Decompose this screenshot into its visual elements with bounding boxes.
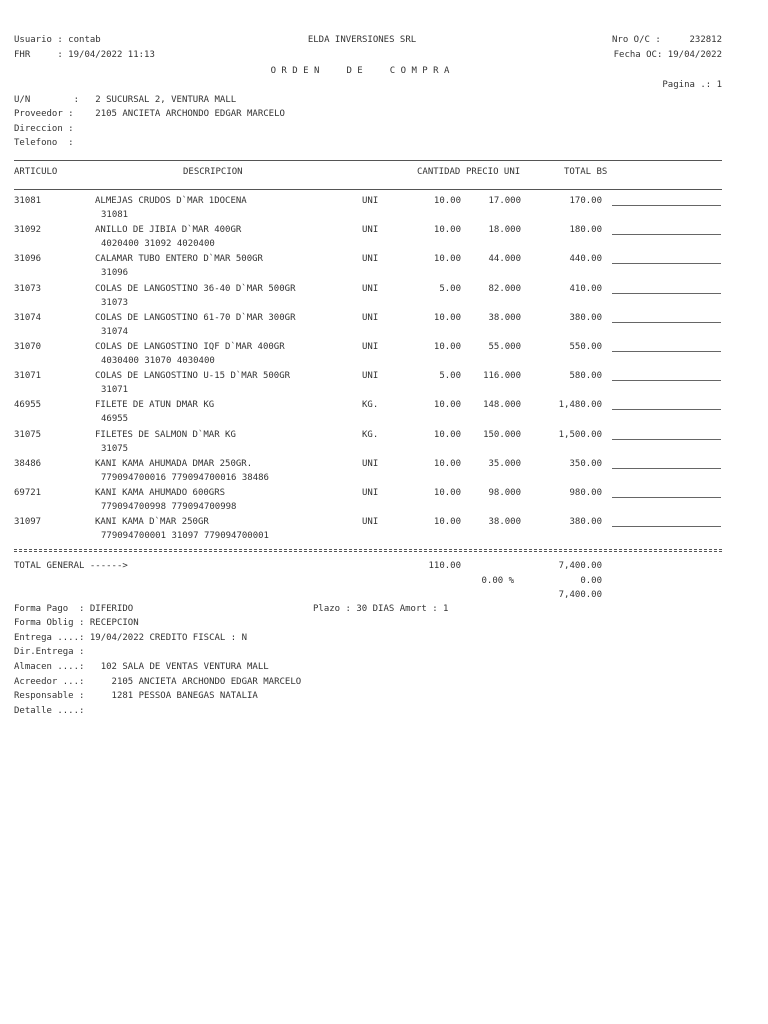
row-total: 580.00 bbox=[569, 371, 602, 381]
row-quantity: 10.00 bbox=[433, 313, 461, 323]
company-name: ELDA INVERSIONES SRL bbox=[307, 35, 417, 45]
discount-percent: 0.00 % bbox=[481, 576, 514, 586]
row-unit: UNI bbox=[362, 371, 379, 381]
almacen: Almacen ....: 102 SALA DE VENTAS VENTURA MALL bbox=[14, 662, 269, 672]
row-codes: 779094700001 31097 779094700001 bbox=[101, 531, 269, 541]
row-quantity: 10.00 bbox=[433, 459, 461, 469]
row-quantity: 10.00 bbox=[433, 225, 461, 235]
row-total: 350.00 bbox=[569, 459, 602, 469]
row-price: 55.000 bbox=[488, 342, 521, 352]
row-articulo: 31092 bbox=[14, 225, 42, 235]
row-price: 98.000 bbox=[488, 488, 521, 498]
row-price: 18.000 bbox=[488, 225, 521, 235]
row-total: 1,500.00 bbox=[558, 430, 602, 440]
row-quantity: 10.00 bbox=[433, 342, 461, 352]
un-field: U/N : 2 SUCURSAL 2, VENTURA MALL bbox=[14, 95, 237, 105]
row-articulo: 31081 bbox=[14, 196, 42, 206]
row-unit: UNI bbox=[362, 517, 379, 527]
row-codes: 46955 bbox=[101, 414, 129, 424]
col-descripcion: DESCRIPCION bbox=[183, 167, 243, 177]
row-descripcion: ANILLO DE JIBIA D`MAR 400GR bbox=[95, 225, 242, 235]
row-signature-line bbox=[612, 351, 721, 352]
row-total: 170.00 bbox=[569, 196, 602, 206]
row-codes: 31081 bbox=[101, 210, 129, 220]
nro-oc-value: 232812 bbox=[689, 35, 722, 45]
row-total: 180.00 bbox=[569, 225, 602, 235]
direccion-field: Direccion : bbox=[14, 124, 74, 134]
totals-rule bbox=[14, 549, 722, 550]
fhr-text: FHR : 19/04/2022 11:13 bbox=[14, 50, 155, 60]
row-signature-line bbox=[612, 322, 721, 323]
header-top-rule bbox=[14, 160, 722, 161]
row-codes: 31096 bbox=[101, 268, 129, 278]
row-codes: 31074 bbox=[101, 327, 129, 337]
row-codes: 4030400 31070 4030400 bbox=[101, 356, 215, 366]
row-articulo: 69721 bbox=[14, 488, 42, 498]
row-signature-line bbox=[612, 409, 721, 410]
row-descripcion: COLAS DE LANGOSTINO IQF D`MAR 400GR bbox=[95, 342, 285, 352]
proveedor-field: Proveedor : 2105 ANCIETA ARCHONDO EDGAR MARCELO bbox=[14, 109, 285, 119]
row-descripcion: FILETES DE SALMON D`MAR KG bbox=[95, 430, 236, 440]
row-quantity: 10.00 bbox=[433, 400, 461, 410]
row-codes: 31073 bbox=[101, 298, 129, 308]
row-descripcion: KANI KAMA AHUMADA DMAR 250GR. bbox=[95, 459, 253, 469]
row-quantity: 5.00 bbox=[439, 284, 461, 294]
detalle: Detalle ....: bbox=[14, 706, 85, 716]
header-bottom-rule bbox=[14, 189, 722, 190]
row-codes: 4020400 31092 4020400 bbox=[101, 239, 215, 249]
row-unit: UNI bbox=[362, 254, 379, 264]
row-price: 44.000 bbox=[488, 254, 521, 264]
row-articulo: 31096 bbox=[14, 254, 42, 264]
col-precio: PRECIO UNI bbox=[466, 167, 521, 177]
row-price: 35.000 bbox=[488, 459, 521, 469]
totals-rule-2 bbox=[14, 551, 722, 552]
dir-entrega: Dir.Entrega : bbox=[14, 647, 85, 657]
total-general-label: TOTAL GENERAL ------> bbox=[14, 561, 128, 571]
row-unit: UNI bbox=[362, 196, 379, 206]
row-codes: 31071 bbox=[101, 385, 129, 395]
row-total: 440.00 bbox=[569, 254, 602, 264]
forma-oblig: Forma Oblig : RECEPCION bbox=[14, 618, 139, 628]
row-articulo: 31097 bbox=[14, 517, 42, 527]
row-descripcion: COLAS DE LANGOSTINO U-15 D`MAR 500GR bbox=[95, 371, 291, 381]
row-articulo: 46955 bbox=[14, 400, 42, 410]
acreedor: Acreedor ...: 2105 ANCIETA ARCHONDO EDGAR MARCELO bbox=[14, 677, 302, 687]
row-quantity: 10.00 bbox=[433, 196, 461, 206]
col-total: TOTAL BS bbox=[564, 167, 608, 177]
document-title: O R D E N D E C O M P R A bbox=[270, 66, 450, 76]
discount-amount: 0.00 bbox=[580, 576, 602, 586]
row-descripcion: KANI KAMA D`MAR 250GR bbox=[95, 517, 209, 527]
row-signature-line bbox=[612, 234, 721, 235]
row-unit: KG. bbox=[362, 400, 379, 410]
row-signature-line bbox=[612, 497, 721, 498]
row-signature-line bbox=[612, 380, 721, 381]
row-quantity: 10.00 bbox=[433, 517, 461, 527]
row-articulo: 31071 bbox=[14, 371, 42, 381]
entrega: Entrega ....: 19/04/2022 CREDITO FISCAL : N bbox=[14, 633, 247, 643]
usuario-text: Usuario : contab bbox=[14, 35, 101, 45]
row-price: 148.000 bbox=[483, 400, 521, 410]
row-articulo: 38486 bbox=[14, 459, 42, 469]
responsable: Responsable : 1281 PESSOA BANEGAS NATALIA bbox=[14, 691, 258, 701]
row-total: 380.00 bbox=[569, 517, 602, 527]
page-number: Pagina .: 1 bbox=[662, 80, 722, 90]
row-price: 116.000 bbox=[483, 371, 521, 381]
row-total: 410.00 bbox=[569, 284, 602, 294]
row-total: 380.00 bbox=[569, 313, 602, 323]
row-total: 980.00 bbox=[569, 488, 602, 498]
row-price: 38.000 bbox=[488, 313, 521, 323]
row-unit: UNI bbox=[362, 342, 379, 352]
row-unit: UNI bbox=[362, 313, 379, 323]
row-descripcion: KANI KAMA AHUMADO 600GRS bbox=[95, 488, 226, 498]
row-signature-line bbox=[612, 526, 721, 527]
row-price: 38.000 bbox=[488, 517, 521, 527]
telefono-field: Telefono : bbox=[14, 138, 74, 148]
col-cantidad: CANTIDAD bbox=[417, 167, 461, 177]
row-signature-line bbox=[612, 263, 721, 264]
total-amount: 7,400.00 bbox=[558, 561, 602, 571]
row-price: 82.000 bbox=[488, 284, 521, 294]
total-quantity: 110.00 bbox=[428, 561, 461, 571]
row-price: 150.000 bbox=[483, 430, 521, 440]
row-codes: 779094700016 779094700016 38486 bbox=[101, 473, 269, 483]
row-quantity: 10.00 bbox=[433, 254, 461, 264]
row-unit: UNI bbox=[362, 488, 379, 498]
row-total: 1,480.00 bbox=[558, 400, 602, 410]
forma-pago: Forma Pago : DIFERIDO bbox=[14, 604, 134, 614]
row-signature-line bbox=[612, 468, 721, 469]
row-descripcion: COLAS DE LANGOSTINO 36-40 D`MAR 500GR bbox=[95, 284, 296, 294]
row-signature-line bbox=[612, 205, 721, 206]
row-signature-line bbox=[612, 293, 721, 294]
row-articulo: 31075 bbox=[14, 430, 42, 440]
row-descripcion: ALMEJAS CRUDOS D`MAR 1DOCENA bbox=[95, 196, 247, 206]
col-articulo: ARTICULO bbox=[14, 167, 58, 177]
row-descripcion: FILETE DE ATUN DMAR KG bbox=[95, 400, 215, 410]
row-quantity: 10.00 bbox=[433, 430, 461, 440]
row-quantity: 5.00 bbox=[439, 371, 461, 381]
plazo: Plazo : 30 DIAS Amort : 1 bbox=[313, 604, 449, 614]
row-articulo: 31074 bbox=[14, 313, 42, 323]
row-unit: UNI bbox=[362, 459, 379, 469]
row-price: 17.000 bbox=[488, 196, 521, 206]
row-unit: UNI bbox=[362, 284, 379, 294]
row-quantity: 10.00 bbox=[433, 488, 461, 498]
row-codes: 31075 bbox=[101, 444, 129, 454]
nro-oc-label: Nro O/C : bbox=[612, 35, 661, 45]
row-signature-line bbox=[612, 439, 721, 440]
net-total: 7,400.00 bbox=[558, 590, 602, 600]
row-unit: UNI bbox=[362, 225, 379, 235]
row-descripcion: COLAS DE LANGOSTINO 61-70 D`MAR 300GR bbox=[95, 313, 296, 323]
row-unit: KG. bbox=[362, 430, 379, 440]
row-descripcion: CALAMAR TUBO ENTERO D`MAR 500GR bbox=[95, 254, 263, 264]
row-codes: 779094700998 779094700998 bbox=[101, 502, 237, 512]
row-articulo: 31070 bbox=[14, 342, 42, 352]
row-articulo: 31073 bbox=[14, 284, 42, 294]
row-total: 550.00 bbox=[569, 342, 602, 352]
fecha-oc: Fecha OC: 19/04/2022 bbox=[613, 50, 722, 60]
